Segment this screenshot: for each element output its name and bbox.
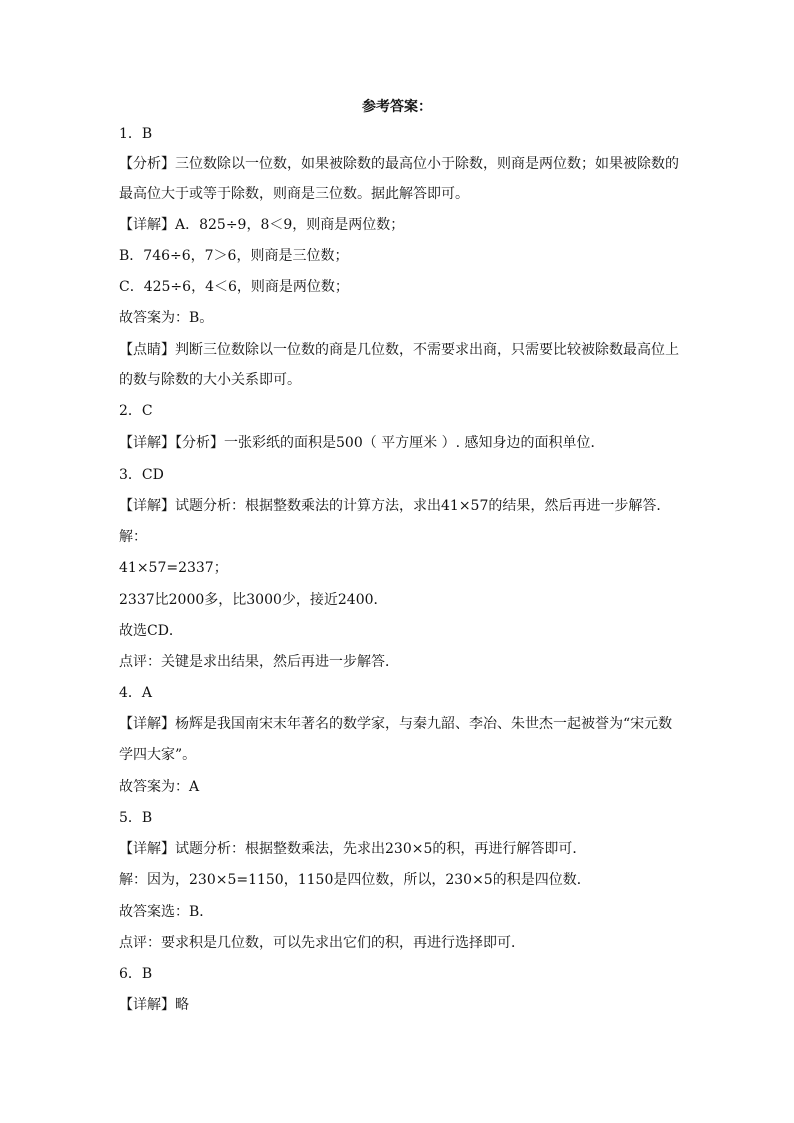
solution-line: 41×57=2337； <box>119 560 228 576</box>
answer-line: 故选CD． <box>119 623 183 639</box>
answer-number-5: 5．B <box>119 810 153 826</box>
solution-line: 解： <box>119 529 147 545</box>
analysis-line: 最高位大于或等于除数，则商是三位数。据此解答即可。 <box>119 186 469 202</box>
answer-number-6: 6．B <box>119 966 153 982</box>
answer-number-3: 3．CD <box>119 467 164 483</box>
detail-line: 【详解】试题分析：根据整数乘法，先求出230×5的积，再进行解答即可． <box>119 841 587 857</box>
detail-line: 【详解】试题分析：根据整数乘法的计算方法，求出41×57的结果，然后再进一步解答． <box>119 498 671 514</box>
answer-line: 故答案为：B。 <box>119 310 214 326</box>
solution-line: 解：因为，230×5=1150，1150是四位数，所以，230×5的积是四位数． <box>119 872 591 888</box>
detail-line: 学四大家”。 <box>119 747 197 763</box>
answer-number-4: 4．A <box>119 685 153 701</box>
detail-line: B．746÷6，7＞6，则商是三位数； <box>119 248 349 264</box>
comment-line: 点评：要求积是几位数，可以先求出它们的积，再进行选择即可． <box>119 935 525 951</box>
answer-number-1: 1．B <box>119 126 153 142</box>
detail-line: 【详解】略 <box>119 997 189 1013</box>
tip-line: 【点睛】判断三位数除以一位数的商是几位数，不需要求出商，只需要比较被除数最高位上 <box>119 342 679 358</box>
answer-line: 故答案为：A <box>119 779 200 795</box>
detail-line: 【详解】A．825÷9，8＜9，则商是两位数； <box>119 217 405 233</box>
solution-line: 2337比2000多，比3000少，接近2400． <box>119 592 388 608</box>
comment-line: 点评：关键是求出结果，然后再进一步解答． <box>119 654 399 670</box>
detail-line: 【详解】杨辉是我国南宋末年著名的数学家，与秦九韶、李冶、朱世杰一起被誉为“宋元数 <box>119 716 673 732</box>
tip-line: 的数与除数的大小关系即可。 <box>119 372 301 388</box>
page-title: 参考答案： <box>362 99 432 115</box>
detail-line: 【详解】【分析】一张彩纸的面积是500（ 平方厘米 ）. 感知身边的面积单位． <box>119 435 605 451</box>
answer-number-2: 2．C <box>119 403 153 419</box>
detail-line: C．425÷6，4＜6，则商是两位数； <box>119 279 349 295</box>
analysis-line: 【分析】三位数除以一位数，如果被除数的最高位小于除数，则商是两位数；如果被除数的 <box>119 156 679 172</box>
answer-line: 故答案选：B． <box>119 904 214 920</box>
